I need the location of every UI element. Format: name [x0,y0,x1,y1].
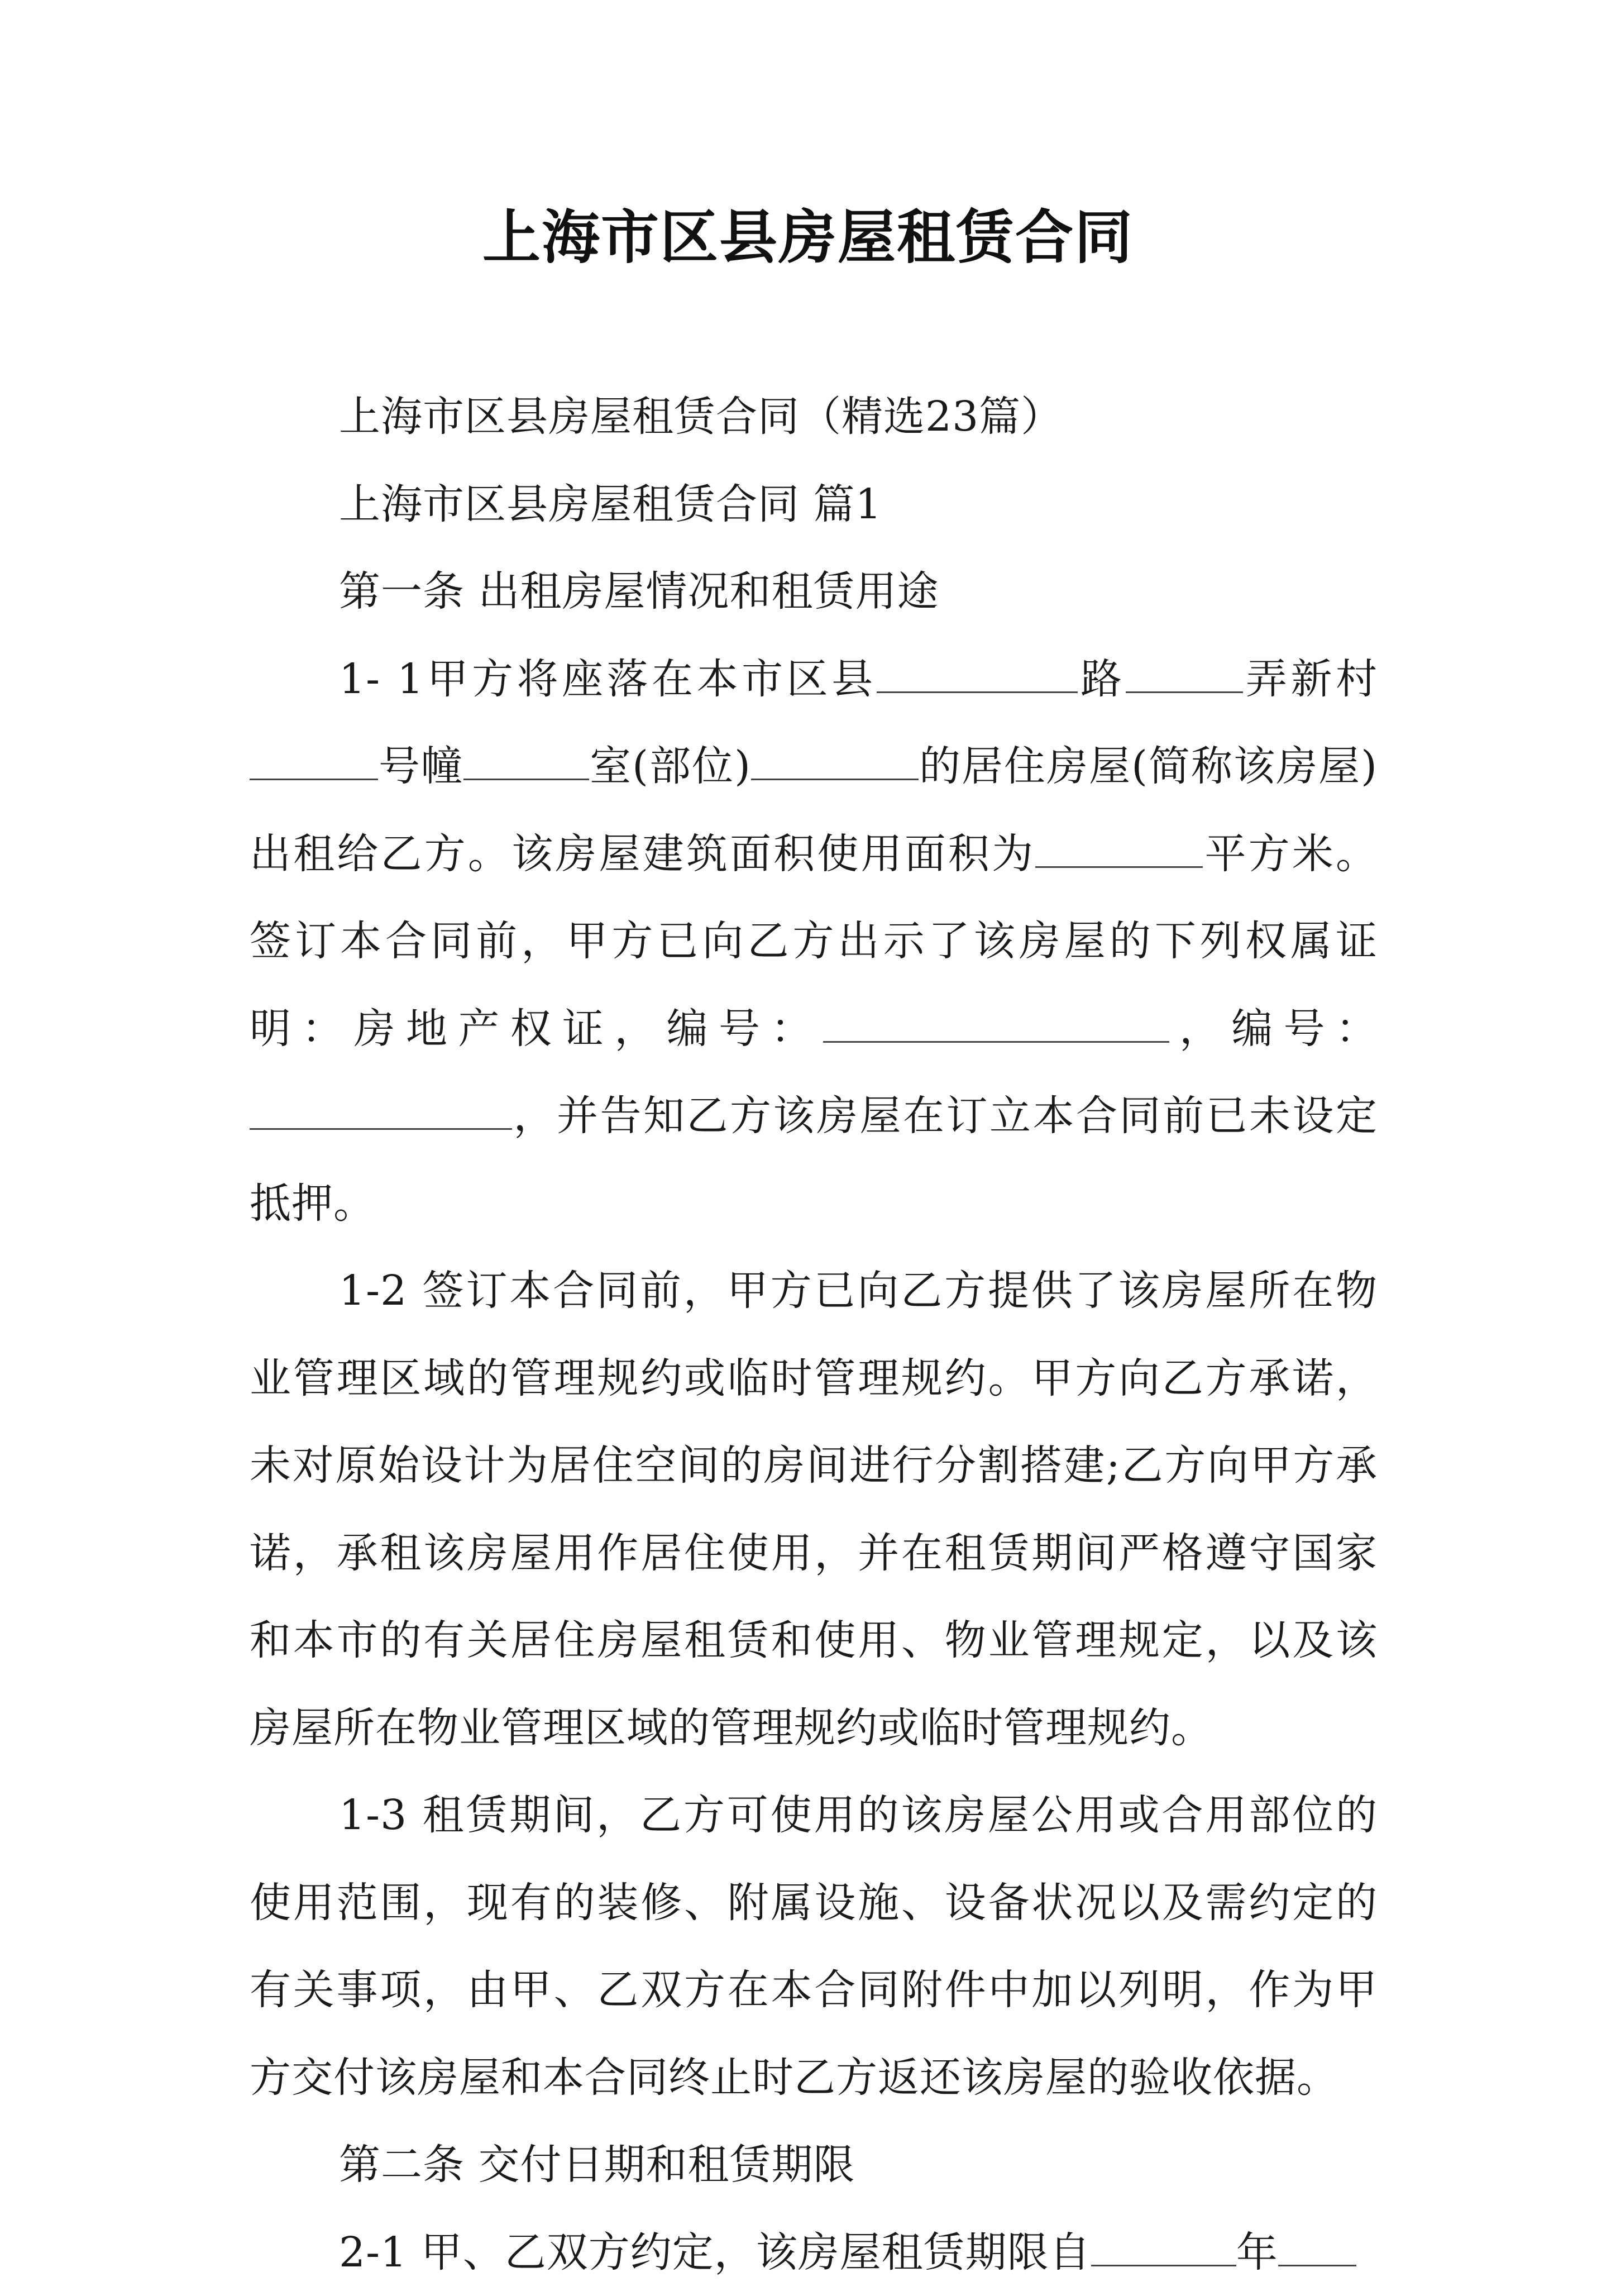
text-run: 路 [1078,655,1126,703]
text-run: 2-1 甲、乙双方约定，该房屋租赁期限自 [339,2228,1091,2276]
text-run: ，编号： [1169,1005,1378,1053]
text-run: 第一条 出租房屋情况和租赁用途 [339,567,939,615]
text-run: 年 [1236,2228,1278,2276]
text-run: ，并告知乙方该房屋在订立本合同前已未设定抵押。 [250,1092,1378,1228]
fill-blank [1091,2227,1236,2266]
paragraph-clause-1-2 [250,1247,1378,1772]
fill-blank [250,1091,512,1130]
text-run: 第二条 交付日期和租赁期限 [339,2141,855,2189]
text-run: 上海市区县房屋租赁合同 篇1 [339,480,882,528]
text-run: 平方米。签订本合同前，甲方已向乙方出示了该房屋的下列权属证明：房地产权证，编号： [250,830,1378,1053]
paragraph-article-2-heading [250,2121,1378,2209]
text-run: 号幢 [378,742,463,790]
text-run: 弄新村 [1243,655,1378,703]
paragraph-article-1-heading [250,548,1378,636]
paragraph-clause-2-1 [250,2209,1378,2296]
text-run: 上海市区县房屋租赁合同（精选23篇） [339,393,1063,441]
document-title: 上海市区县房屋租赁合同 [0,198,1616,276]
paragraph-subtitle [250,373,1378,461]
text-run: 1-2 签订本合同前，甲方已向乙方提供了该房屋所在物业管理区域的管理规约或临时管理规约。甲方向乙方承诺，未对原始设计为居住空间的房间进行分割搭建;乙方向甲方承诺，承租该房屋用作居住使用，并在租赁期间严格遵守国家和本市的有关居住房屋租赁和使用、物业管理规定，以及该房屋所在物业管理区域的管理规约或临时管理规约。 [250,1267,1378,1752]
fill-blank [1035,829,1203,868]
fill-blank [751,741,919,780]
text-run: 1- 1甲方将座落在本市区县 [339,655,877,703]
fill-blank [463,741,589,780]
fill-blank [1126,654,1243,693]
fill-blank [877,654,1078,693]
fill-blank [1278,2227,1356,2266]
text-run: 1-3 租赁期间，乙方可使用的该房屋公用或合用部位的使用范围，现有的装修、附属设施、设备状况以及需约定的有关事项，由甲、乙双方在本合同附件中加以列明，作为甲方交付该房屋和本合同终止时乙方返还该房屋的验收依据。 [250,1791,1378,2102]
fill-blank [823,1004,1169,1043]
text-run: 的居住房屋(简称该房屋)出租给乙方。该房屋建筑面积使用面积为 [250,742,1378,878]
paragraph-clause-1-3 [250,1772,1378,2121]
document-body [250,373,1378,2296]
paragraph-clause-1-1 [250,636,1378,1248]
paragraph-section-heading [250,461,1378,548]
fill-blank [250,741,378,780]
text-run: 室(部位) [589,742,751,790]
